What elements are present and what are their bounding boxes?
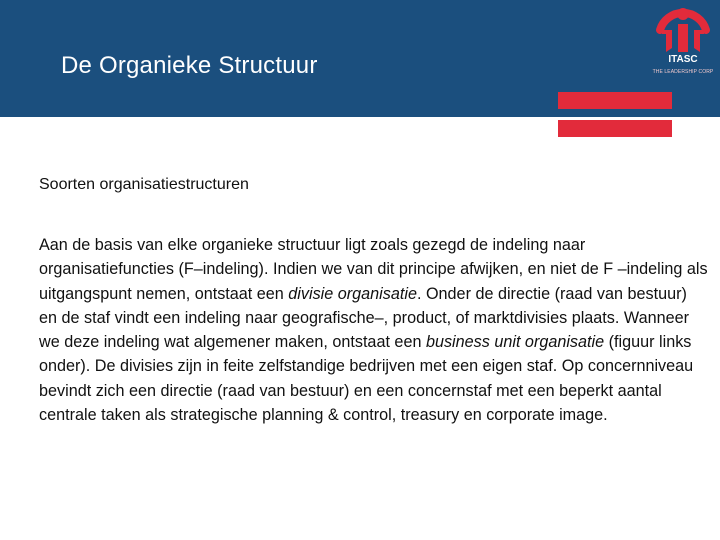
- slide-subtitle: Soorten organisatiestructuren: [39, 176, 249, 193]
- paragraph-italic-segment: divisie organisatie: [288, 284, 417, 303]
- itasc-figure-logo-icon: [650, 0, 716, 54]
- slide-title: De Organieke Structuur: [61, 52, 318, 79]
- logo-name: ITASC: [668, 54, 698, 65]
- accent-bar-top: [558, 92, 672, 109]
- accent-bar-bottom: [558, 120, 672, 137]
- paragraph-segment: (figuur links onder). De divisies zijn in feite zelfstandige bedrijven met een eigen staf. Op concernniveau bevindt zich een directie (raad van bestuur) en een concernstaf met een beperkt aantal centrale taken als strategische planning & control, treasury en corporate image.: [39, 333, 694, 425]
- paragraph-italic-segment: business unit organisatie: [425, 333, 605, 352]
- logo-tagline: THE LEADERSHIP CORP: [652, 69, 714, 75]
- body-paragraph: [39, 233, 709, 427]
- paragraph-segment: . Onder de directie (raad van bestuur) en de staf vindt een indeling naar geografische–, product, of marktdivisies plaats. Wanneer we deze indeling wat algemener maken, ontstaat een: [39, 284, 689, 352]
- itasc-logo: [650, 0, 716, 84]
- paragraph-segment: Aan de basis van elke organieke structuur ligt zoals gezegd de indeling naar organisatiefuncties (F–indeling). Indien we van dit principe afwijken, en niet de F –indeling als uitgangspunt nemen, ontstaat een: [39, 236, 708, 303]
